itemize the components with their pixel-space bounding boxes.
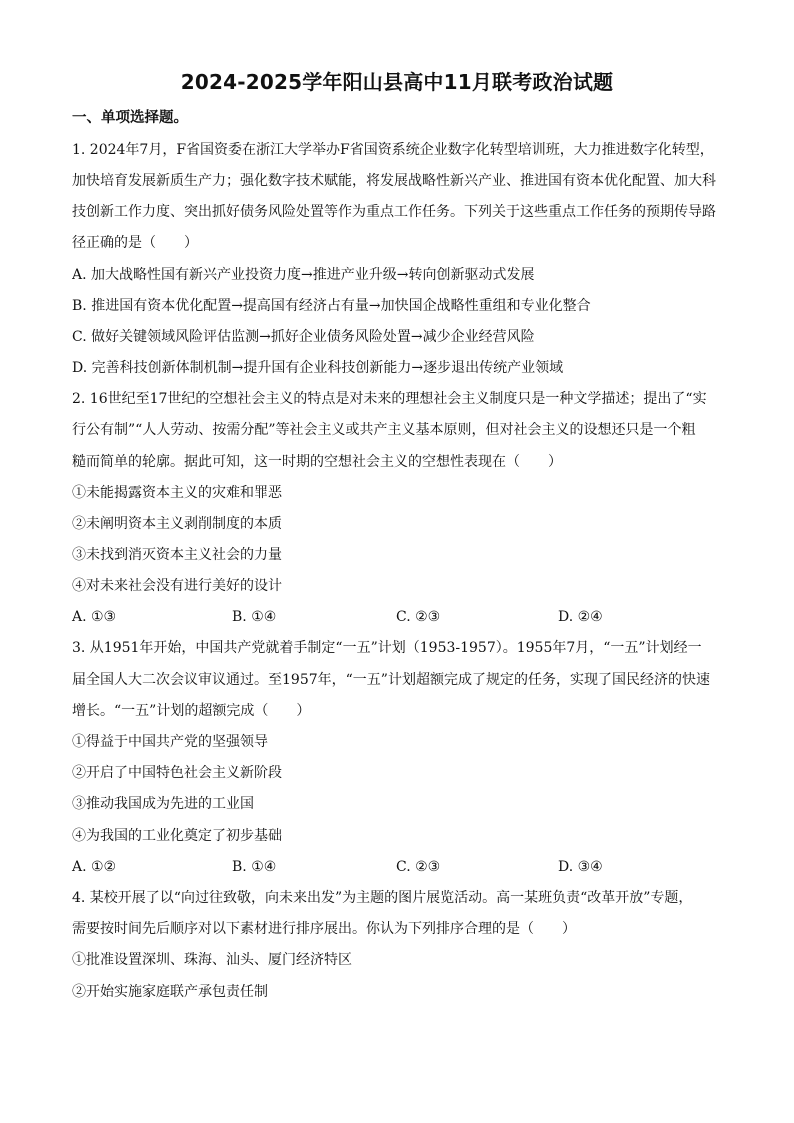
- exam-title: 2024-2025学年阳山县高中11月联考政治试题: [180, 70, 614, 94]
- q2-choice-b: B. ①④: [232, 609, 277, 625]
- q3-choice-c: C. ②③: [396, 859, 441, 875]
- q2-statement: ④对未来社会没有进行美好的设计: [72, 578, 282, 594]
- q2-choice-c: C. ②③: [396, 609, 441, 625]
- q1-option-a: A. 加大战略性国有新兴产业投资力度→推进产业升级→转向创新驱动式发展: [72, 267, 535, 283]
- q2-stem-line: 糙而简单的轮廓。据此可知，这一时期的空想社会主义的空想性表现在（ ）: [72, 454, 562, 470]
- q1-stem-line: 加快培育发展新质生产力；强化数字技术赋能，将发展战略性新兴产业、推进国有资本优化配置、加大科: [72, 173, 716, 189]
- q2-statement: ③未找到消灭资本主义社会的力量: [72, 547, 282, 563]
- q4-statement: ①批准设置深圳、珠海、汕头、厦门经济特区: [72, 952, 352, 968]
- q3-stem-line: 3. 从1951年开始，中国共产党就着手制定“一五”计划（1953-1957）。1955年7月，“一五”计划经一: [72, 640, 702, 656]
- q3-choice-a: A. ①②: [72, 859, 117, 875]
- q1-option-d: D. 完善科技创新体制机制→提升国有企业科技创新能力→逐步退出传统产业领域: [72, 360, 564, 376]
- q3-statement: ①得益于中国共产党的坚强领导: [72, 734, 268, 750]
- section-heading: 一、单项选择题。: [72, 110, 188, 126]
- q3-choice-d: D. ③④: [558, 859, 603, 875]
- q4-stem-line: 4. 某校开展了以“向过往致敬，向未来出发”为主题的图片展览活动。高一某班负责“改革开放”专题，: [72, 890, 693, 906]
- q2-choice-d: D. ②④: [558, 609, 603, 625]
- q2-statement: ②未阐明资本主义剥削制度的本质: [72, 516, 282, 532]
- q1-option-c: C. 做好关键领域风险评估监测→抓好企业债务风险处置→减少企业经营风险: [72, 329, 535, 345]
- q3-statement: ④为我国的工业化奠定了初步基础: [72, 828, 282, 844]
- q2-choice-a: A. ①③: [72, 609, 117, 625]
- q2-stem-line: 2. 16世纪至17世纪的空想社会主义的特点是对未来的理想社会主义制度只是一种文学描述；提出了“实: [72, 391, 707, 407]
- q2-stem-line: 行公有制”“人人劳动、按需分配”等社会主义或共产主义基本原则，但对社会主义的设想还只是一个粗: [72, 422, 696, 438]
- q1-stem-line: 1. 2024年7月，F省国资委在浙江大学举办F省国资系统企业数字化转型培训班，大力推进数字化转型，: [72, 142, 714, 158]
- q4-statement: ②开始实施家庭联产承包责任制: [72, 984, 268, 1000]
- q3-choice-b: B. ①④: [232, 859, 277, 875]
- q1-option-b: B. 推进国有资本优化配置→提高国有经济占有量→加快国企战略性重组和专业化整合: [72, 298, 591, 314]
- q1-stem-line: 技创新工作力度、突出抓好债务风险处置等作为重点工作任务。下列关于这些重点工作任务的预期传导路: [72, 204, 716, 220]
- q4-stem-line: 需要按时间先后顺序对以下素材进行排序展出。你认为下列排序合理的是（ ）: [72, 921, 576, 937]
- q3-stem-line: 增长。“一五”计划的超额完成（ ）: [72, 703, 311, 719]
- q3-statement: ③推动我国成为先进的工业国: [72, 796, 254, 812]
- q1-stem-line: 径正确的是（ ）: [72, 235, 198, 251]
- q3-stem-line: 届全国人大二次会议审议通过。至1957年，“一五”计划超额完成了规定的任务，实现了国民经济的快速: [72, 672, 710, 688]
- q2-statement: ①未能揭露资本主义的灾难和罪恶: [72, 485, 282, 501]
- q3-statement: ②开启了中国特色社会主义新阶段: [72, 765, 282, 781]
